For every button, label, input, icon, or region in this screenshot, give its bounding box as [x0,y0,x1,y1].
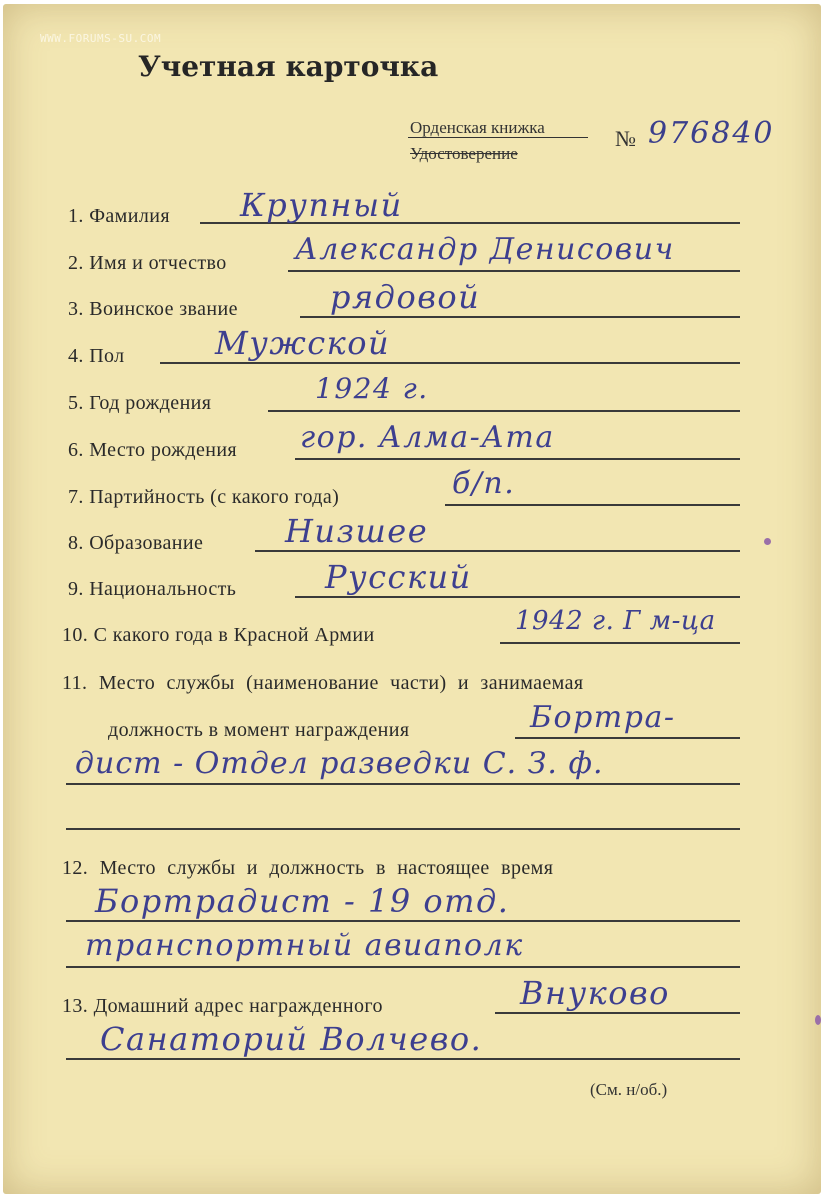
field-value-surname: Крупный [240,186,403,224]
field-label-party: 7. Партийность (с какого года) [68,486,340,508]
field-value-home-address-2: Санаторий Волчево. [100,1020,483,1058]
field-line [268,410,740,412]
field-label-birthplace: 6. Место рождения [68,439,238,461]
ink-spot [764,538,771,545]
field-label-birth-year: 5. Год рождения [68,392,212,414]
field-line [66,1058,740,1060]
field-label-army-since: 10. С какого года в Красной Армии [62,624,375,646]
field-value-current-service-2: транспортный авиаполк [85,928,524,963]
field-line [295,458,740,460]
field-line [160,362,740,364]
field-line [445,504,740,506]
field-line [66,920,740,922]
field-value-party: б/п. [452,466,516,501]
field-value-army-since: 1942 г. Г м-ца [515,606,716,636]
field-label-nationality: 9. Национальность [68,578,237,600]
field-value-home-address-1: Внуково [520,974,670,1012]
ink-spot [815,1015,821,1025]
field-label-name-patronymic: 2. Имя и отчество [68,252,227,274]
field-value-nationality: Русский [325,558,472,596]
field-line [66,828,740,830]
field-label-home-address: 13. Домашний адрес награжденного [62,995,383,1017]
field-label-sex: 4. Пол [68,345,125,367]
watermark: WWW.FORUMS-SU.COM [40,32,162,45]
doc-type-order-book: Орденская книжка [410,118,545,137]
field-line [288,270,740,272]
field-line [66,783,740,785]
field-value-service-2: дист - Отдел разведки С. З. ф. [75,746,604,781]
field-value-name-patronymic: Александр Денисович [295,232,675,267]
field-line [515,737,740,739]
card-number: 976840 [648,116,775,151]
field-value-rank: рядовой [330,278,481,316]
field-value-birthplace: гор. Алма-Ата [300,420,555,455]
card-title: Учетная карточка [138,50,439,83]
field-line [500,642,740,644]
doc-type-divider [408,137,588,138]
document-type [410,118,545,163]
field-label-service-place: 11. Место службы (наименование части) и занимаемая [62,672,584,694]
field-label-rank: 3. Воинское звание [68,298,238,320]
field-value-sex: Мужской [215,324,391,362]
number-sign: № [615,126,636,151]
field-value-service-1: Бортра- [530,700,676,735]
footnote: (См. н/об.) [590,1080,668,1099]
field-line [255,550,740,552]
field-value-current-service-1: Бортрадист - 19 отд. [95,882,510,920]
field-value-birth-year: 1924 г. [315,372,429,405]
field-label-education: 8. Образование [68,532,204,554]
field-label-service-position: должность в момент награждения [108,719,410,741]
field-line [66,966,740,968]
field-line [300,316,740,318]
field-value-education: Низшее [285,512,429,550]
field-line [495,1012,740,1014]
doc-type-certificate-struck: Удостоверение [410,144,518,163]
field-label-surname: 1. Фамилия [68,205,170,227]
field-line [295,596,740,598]
field-label-current-service: 12. Место службы и должность в настоящее время [62,857,554,879]
